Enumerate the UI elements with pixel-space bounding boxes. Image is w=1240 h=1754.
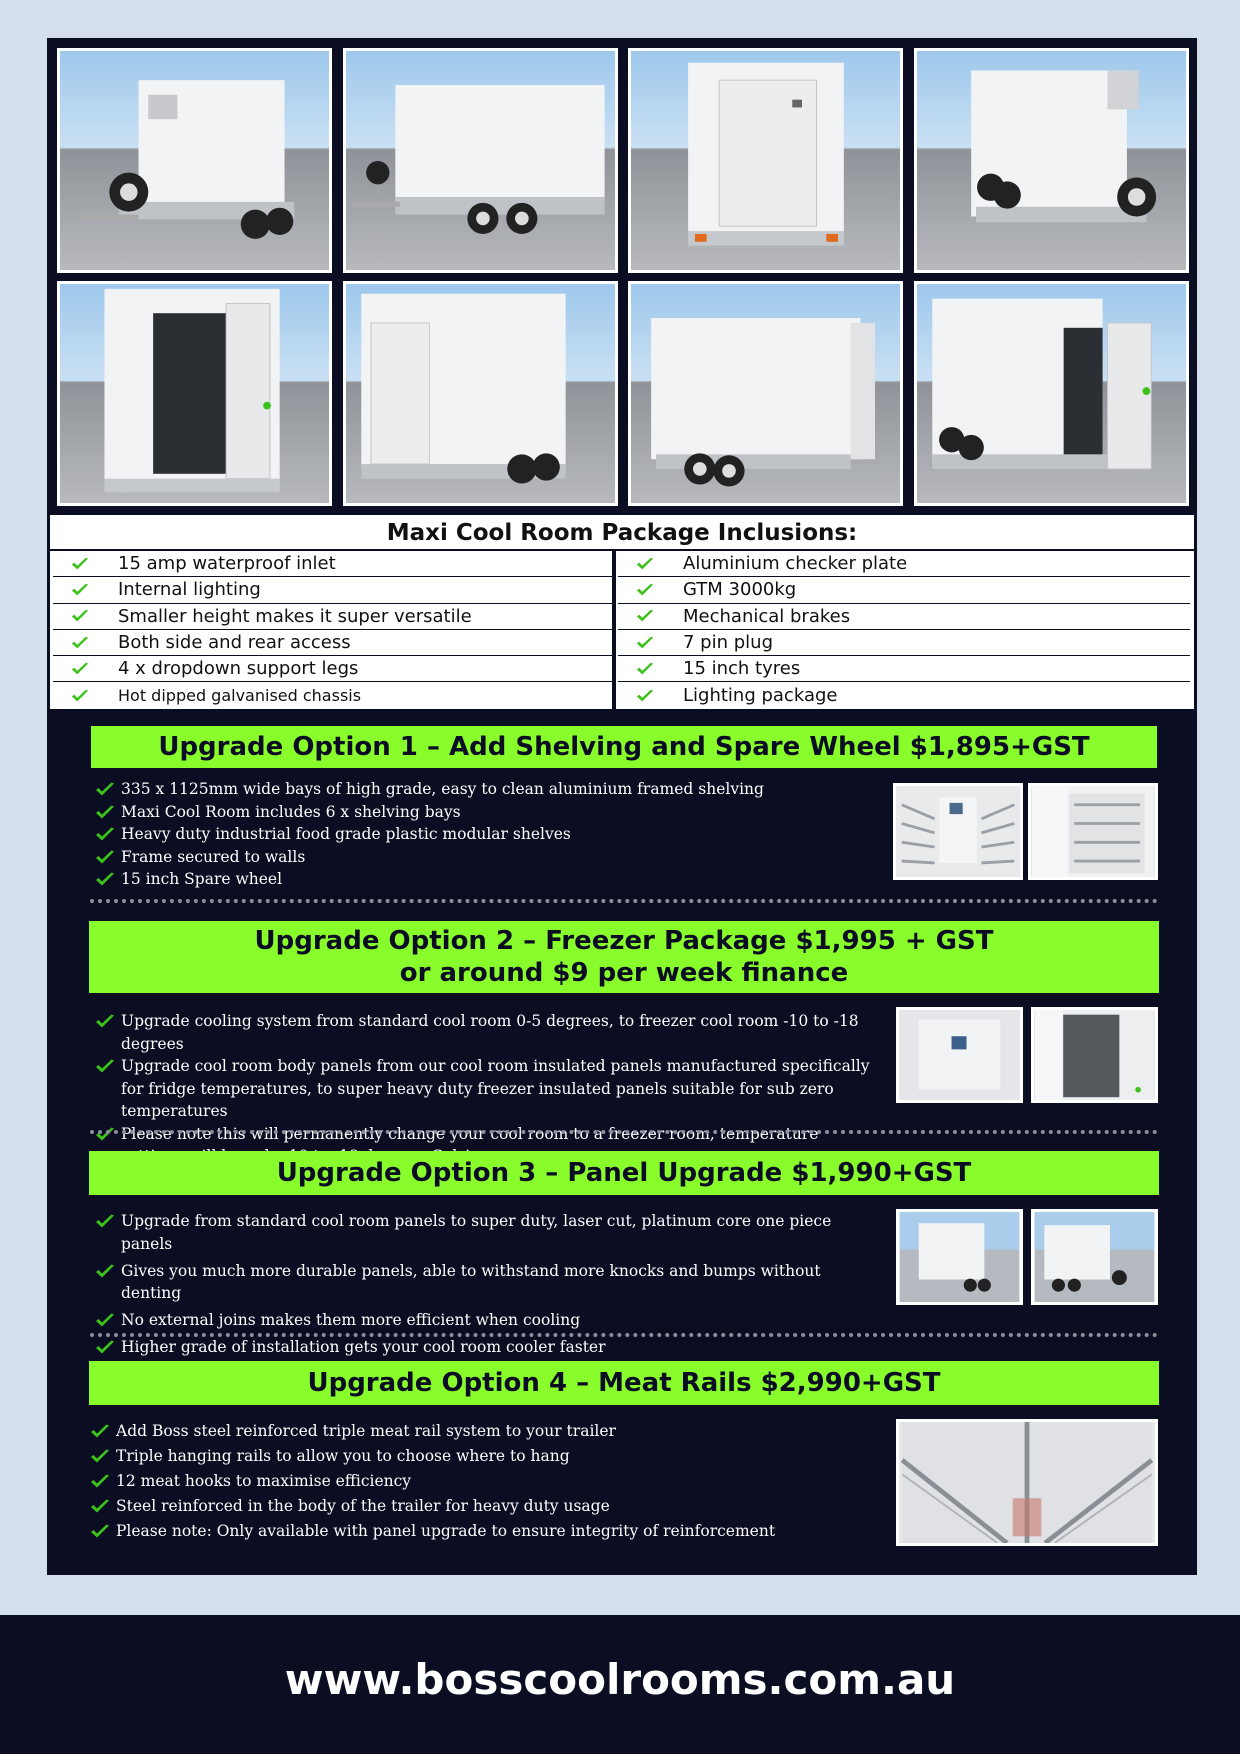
inclusion-item: Lighting package — [618, 682, 1190, 708]
check-icon — [90, 1499, 110, 1514]
check-icon — [95, 1014, 115, 1029]
footer — [0, 1615, 1240, 1754]
trailer-photo-side-three-quarter — [628, 281, 903, 506]
list-item: 15 inch Spare wheel — [95, 868, 885, 891]
option2-title-banner — [89, 921, 1159, 993]
list-item: Upgrade from standard cool room panels to super duty, laser cut, platinum core one piece panels — [95, 1210, 885, 1255]
check-icon — [636, 636, 654, 650]
trailer-photo-rear-three-quarter — [343, 281, 618, 506]
list-item: Steel reinforced in the body of the trailer for heavy duty usage — [90, 1495, 880, 1518]
check-icon — [95, 1127, 115, 1142]
check-icon — [71, 609, 89, 623]
inclusion-item: Internal lighting — [53, 577, 613, 603]
list-item: Higher grade of installation gets your cool room cooler faster — [95, 1336, 885, 1359]
list-item: Add Boss steel reinforced triple meat rail system to your trailer — [90, 1420, 880, 1443]
option2-list — [95, 1010, 875, 1168]
check-icon — [636, 609, 654, 623]
check-icon — [95, 1340, 115, 1355]
list-item: Please note: Only available with panel upgrade to ensure integrity of reinforcement — [90, 1520, 880, 1543]
inclusion-item: 4 x dropdown support legs — [53, 656, 613, 682]
inclusions-title: Maxi Cool Room Package Inclusions: — [50, 515, 1194, 551]
check-icon — [636, 662, 654, 676]
inclusion-item: Both side and rear access — [53, 630, 613, 656]
option4-list — [90, 1420, 880, 1543]
trailer-photo-front-right — [914, 48, 1189, 273]
list-item: Frame secured to walls — [95, 846, 885, 869]
check-icon — [90, 1524, 110, 1539]
check-icon — [95, 805, 115, 820]
trailer-photo-side — [343, 48, 618, 273]
check-icon — [71, 557, 89, 571]
option2-title-line2: or around $9 per week finance — [399, 958, 849, 988]
section-divider — [90, 1333, 1158, 1337]
section-divider — [90, 1130, 1158, 1134]
panel-upgrade-photo — [1031, 1209, 1158, 1305]
check-icon — [71, 689, 89, 703]
list-item: 12 meat hooks to maximise efficiency — [90, 1470, 880, 1493]
option4-title: Upgrade Option 4 – Meat Rails $2,990+GST — [89, 1361, 1159, 1405]
list-item: Gives you much more durable panels, able to withstand more knocks and bumps without denting — [95, 1260, 885, 1305]
trailer-photo-front-left — [57, 48, 332, 273]
freezer-interior-photo — [896, 1007, 1023, 1103]
check-icon — [95, 1214, 115, 1229]
check-icon — [95, 1313, 115, 1328]
inclusion-item: Aluminium checker plate — [618, 551, 1190, 577]
check-icon — [71, 662, 89, 676]
trailer-photo-rear — [628, 48, 903, 273]
check-icon — [90, 1474, 110, 1489]
inclusions-table — [50, 515, 1194, 709]
list-item: No external joins makes them more efficient when cooling — [95, 1309, 885, 1332]
inclusion-item: Hot dipped galvanised chassis — [53, 682, 613, 708]
check-icon — [71, 583, 89, 597]
inclusion-item: 15 amp waterproof inlet — [53, 551, 613, 577]
check-icon — [636, 689, 654, 703]
inclusion-item: 15 inch tyres — [618, 656, 1190, 682]
shelving-photo — [893, 783, 1023, 880]
inclusions-left-column — [53, 551, 613, 709]
check-icon — [95, 1059, 115, 1074]
list-item: Heavy duty industrial food grade plastic modular shelves — [95, 823, 885, 846]
section-divider — [90, 899, 1158, 903]
option1-title: Upgrade Option 1 – Add Shelving and Spare Wheel $1,895+GST — [91, 726, 1157, 768]
meat-rails-photo — [896, 1419, 1158, 1546]
check-icon — [90, 1449, 110, 1464]
list-item: 335 x 1125mm wide bays of high grade, easy to clean aluminium framed shelving — [95, 778, 885, 801]
option3-title: Upgrade Option 3 – Panel Upgrade $1,990+GST — [89, 1151, 1159, 1195]
panel-upgrade-photo — [896, 1209, 1023, 1305]
inclusion-item: 7 pin plug — [618, 630, 1190, 656]
shelving-photo — [1028, 783, 1158, 880]
check-icon — [71, 636, 89, 650]
check-icon — [636, 583, 654, 597]
check-icon — [95, 850, 115, 865]
list-item: Please note this will permanently change your cool room to a freezer room, temperature — [95, 1123, 875, 1168]
option1-list — [95, 778, 885, 891]
trailer-photo-side-door-open — [914, 281, 1189, 506]
check-icon — [95, 872, 115, 887]
check-icon — [95, 782, 115, 797]
inclusion-item: Smaller height makes it super versatile — [53, 604, 613, 630]
option2-title-line1: Upgrade Option 2 – Freezer Package $1,995 + GST — [254, 926, 994, 956]
list-item: Upgrade cool room body panels from our cool room insulated panels manufactured specifically for fridge temperatures, to super heavy duty freezer insulated panels suitable for sub zero temperatures — [95, 1055, 875, 1123]
list-item: Upgrade cooling system from standard cool room 0-5 degrees, to freezer cool room -10 to -18 degrees — [95, 1010, 875, 1055]
trailer-photo-rear-door-open — [57, 281, 332, 506]
check-icon — [95, 1264, 115, 1279]
check-icon — [90, 1424, 110, 1439]
freezer-door-photo — [1031, 1007, 1158, 1103]
inclusion-item: Mechanical brakes — [618, 604, 1190, 630]
list-item: Maxi Cool Room includes 6 x shelving bays — [95, 801, 885, 824]
check-icon — [636, 557, 654, 571]
website-url[interactable]: www.bosscoolrooms.com.au — [284, 1655, 956, 1704]
inclusion-item: GTM 3000kg — [618, 577, 1190, 603]
check-icon — [95, 827, 115, 842]
list-item: Triple hanging rails to allow you to choose where to hang — [90, 1445, 880, 1468]
inclusions-right-column — [618, 551, 1190, 709]
